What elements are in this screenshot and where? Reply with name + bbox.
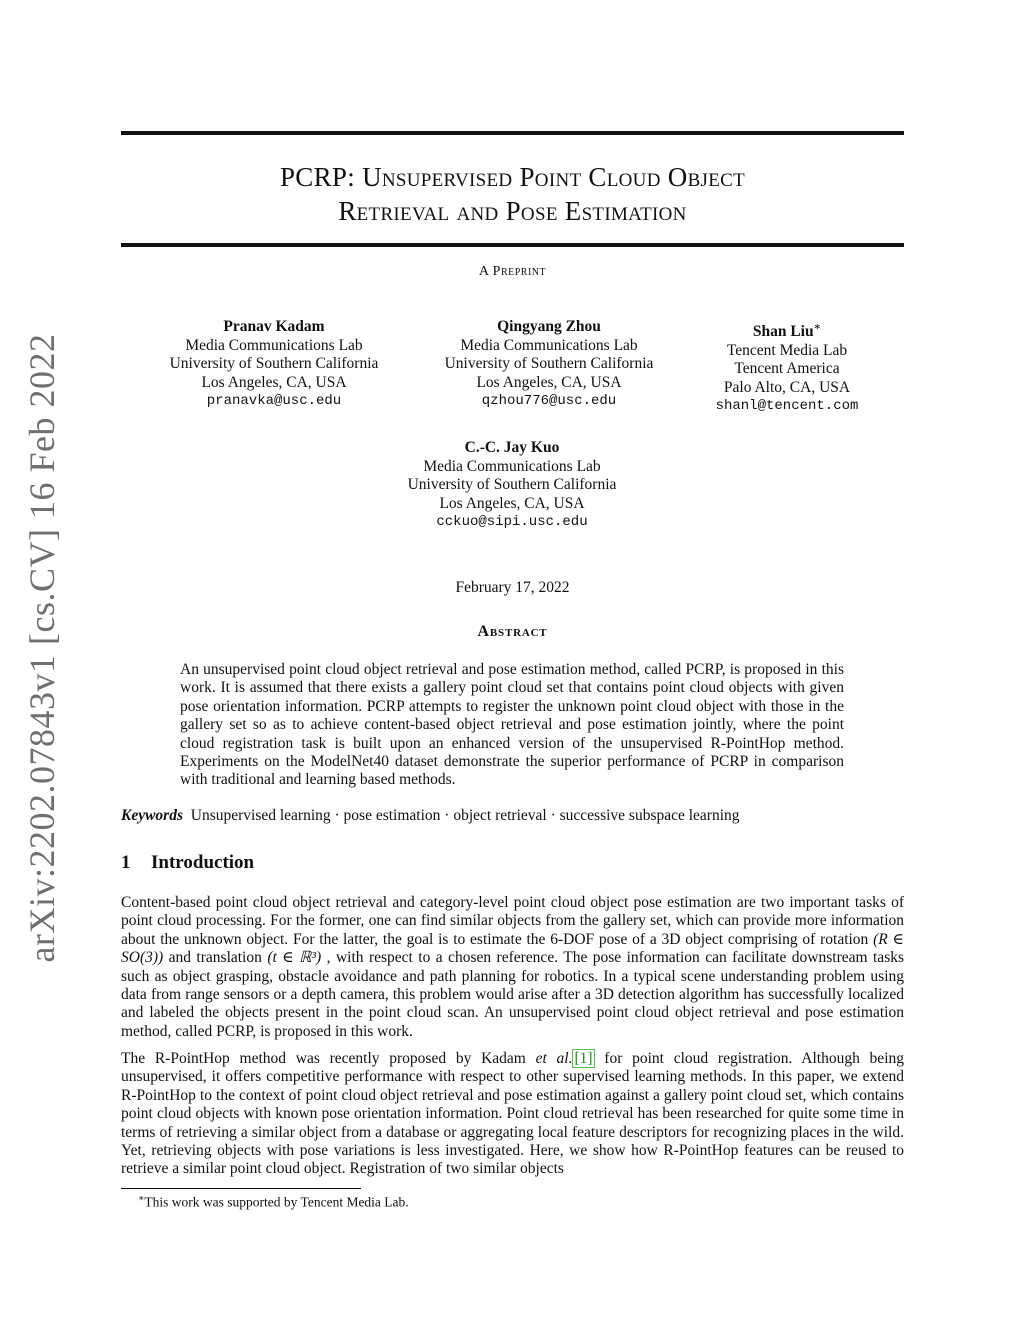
author-affiliation: University of Southern California [407, 476, 617, 493]
author-location: Palo Alto, CA, USA [723, 378, 851, 396]
author-name: C.-C. Jay Kuo [464, 439, 560, 456]
arxiv-identifier: arXiv:2202.07843v1 [cs.CV] 16 Feb 2022 [22, 333, 62, 963]
keywords-text: Unsupervised learning · pose estimation · object retrieval · successive subspace learning [190, 807, 740, 824]
section-number: 1 [121, 852, 131, 873]
section-heading [121, 852, 254, 874]
author-email[interactable]: cckuo@sipi.usc.edu [436, 514, 588, 530]
intro-paragraph-2 [121, 1050, 904, 1179]
author-block [392, 439, 632, 532]
author-location: Los Angeles, CA, USA [201, 373, 347, 391]
section-title-text: Introduction [151, 852, 255, 873]
keywords-line [121, 807, 904, 825]
footnote-mark: ∗ [138, 1194, 145, 1204]
math-rotation: (R ∈ SO(3)) [121, 930, 905, 967]
author-name-text: Shan Liu [752, 323, 814, 341]
author-location: Los Angeles, CA, USA [439, 494, 585, 512]
author-email[interactable]: shanl@tencent.com [715, 398, 859, 415]
author-email[interactable]: pranavka@usc.edu [206, 393, 342, 409]
footnote-rule [121, 1188, 361, 1189]
paragraph-text: and translation [163, 949, 268, 967]
author-location: Los Angeles, CA, USA [476, 373, 622, 391]
title-top-rule [121, 131, 904, 135]
author-block [697, 318, 877, 416]
et-al: et al. [535, 1050, 573, 1067]
math-translation: (t ∈ ℝ³) [267, 949, 322, 967]
footnote-marker[interactable]: ∗ [813, 321, 822, 333]
author-name: Pranav Kadam [223, 318, 325, 335]
author-name [697, 318, 877, 342]
paragraph-text: , with respect to a chosen reference. The pose information can facilitate downstream tasks such as object grasping, obstacle avoidance and path planning for robotics. In a typical scene understanding problem using data from range sensors or a depth camera, this problem would arise after a 3D detection algorithm has successfully localized and labeled the objects present in the point cloud scan. An unsupervised point cloud object retrieval and pose estimation method, called PCRP, is proposed in this work. [121, 949, 905, 1040]
paper-title [121, 160, 904, 228]
intro-paragraph-1 [121, 894, 904, 1041]
author-affiliation: Media Communications Lab [460, 336, 638, 354]
preprint-label: A Preprint [478, 264, 547, 279]
citation-link[interactable]: [1] [574, 1050, 593, 1067]
paragraph-text: for point cloud registration. Although being unsupervised, it offers competitive performance with respect to other supervised learning methods. In this paper, we extend R-PointHop to the context of point cloud object retrieval and pose estimation against a gallery point cloud set, which contains point cloud objects with known pose orientation information. Point cloud retrieval has been researched for quite some time in terms of retrieving a similar object from a database or aggregating local feature descriptors for recognizing places in the wild. Yet, retrieving objects with pose variations is less investigated. Here, we show how R-PointHop features can be reused to retrieve a similar point cloud object. Registration of two similar objects [121, 1050, 904, 1178]
paragraph-text: Content-based point cloud object retrieval and category-level point cloud object pose estimation are two important tasks of point cloud processing. For the former, one can find similar objects from the gallery set, which can provide more information about the unknown object. For the latter, the goal is to estimate the 6-DOF pose of a 3D object comprising of rotation [121, 894, 904, 948]
author-block [429, 318, 669, 411]
author-affiliation: University of Southern California [169, 355, 379, 372]
author-name: Qingyang Zhou [497, 318, 601, 335]
publication-date: February 17, 2022 [455, 579, 570, 596]
author-email[interactable]: qzhou776@usc.edu [481, 393, 617, 409]
title-line-1: PCRP: Unsupervised Point Cloud Object [279, 162, 746, 192]
keywords-label: Keywords [121, 807, 183, 824]
title-bottom-rule [121, 243, 904, 247]
author-affiliation: Media Communications Lab [185, 336, 363, 354]
footnote [138, 1193, 409, 1211]
author-block [154, 318, 394, 411]
footnote-text: This work was supported by Tencent Media Lab. [144, 1194, 409, 1210]
paragraph-text: The R-PointHop method was recently proposed by Kadam [121, 1050, 536, 1067]
title-line-2: Retrieval and Pose Estimation [338, 196, 687, 226]
author-affiliation: University of Southern California [444, 355, 654, 372]
author-affiliation: Media Communications Lab [423, 457, 601, 475]
author-affiliation: Tencent Media Lab [726, 341, 848, 359]
abstract-text: An unsupervised point cloud object retrieval and pose estimation method, called PCRP, is proposed in this work. It is assumed that there exists a gallery point cloud set that contains point cloud objects with given pose orientation information. PCRP attempts to register the unknown point cloud object with those in the gallery set so as to achieve content-based object retrieval and pose estimation jointly, where the point cloud registration task is built upon an enhanced version of the unsupervised R-PointHop method. Experiments on the ModelNet40 dataset demonstrate the superior performance of PCRP in comparison with traditional and learning based methods. [180, 661, 844, 789]
author-affiliation: Tencent America [734, 360, 840, 378]
abstract-heading: Abstract [477, 623, 548, 640]
